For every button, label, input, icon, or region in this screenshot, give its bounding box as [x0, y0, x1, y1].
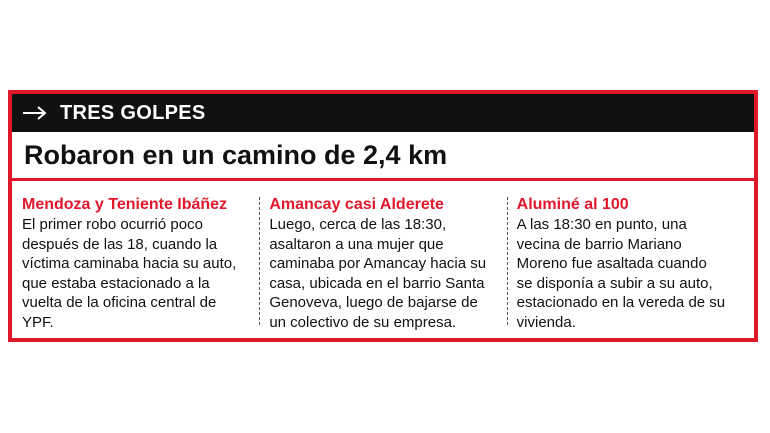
- headline-area: [12, 132, 754, 181]
- text-line: Luego, cerca de las 18:30,: [269, 216, 447, 233]
- column-text: [22, 215, 249, 333]
- column-text: [517, 215, 744, 333]
- column-text: [269, 215, 496, 333]
- column-1: [12, 181, 259, 338]
- text-line: Genoveva, luego de bajarse de: [269, 294, 478, 312]
- text-line: estacionado en la vereda de su: [516, 294, 726, 312]
- text-line: vivienda.: [516, 313, 576, 331]
- headline: Robaron en un camino de 2,4 km: [24, 139, 448, 170]
- columns: [12, 181, 754, 338]
- column-title: Aluminé al 100: [516, 196, 629, 213]
- text-line: El primer robo ocurrió poco: [22, 216, 203, 233]
- arrow-right-icon: [22, 102, 48, 124]
- text-line: después de las 18, cuando la: [22, 235, 218, 253]
- text-line: víctima caminaba hacia su auto,: [22, 255, 237, 273]
- text-line: un colectivo de su empresa.: [269, 313, 457, 331]
- kicker-label: TRES GOLPES: [60, 101, 206, 124]
- text-line: A las 18:30 en punto, una: [516, 216, 687, 233]
- column-title: Amancay casi Alderete: [269, 196, 444, 213]
- text-line: se disponía a subir a su auto,: [516, 274, 713, 292]
- text-line: vuelta de la oficina central de: [22, 294, 217, 312]
- column-title: Mendoza y Teniente Ibáñez: [22, 196, 228, 213]
- text-line: YPF.: [22, 313, 54, 331]
- infobox: [8, 90, 758, 342]
- text-line: que estaba estacionado a la: [22, 274, 210, 292]
- text-line: casa, ubicada en el barrio Santa: [269, 274, 485, 292]
- text-line: caminaba por Amancay hacia su: [269, 255, 487, 273]
- kicker-bar: [12, 94, 754, 132]
- column-2: [259, 181, 506, 338]
- column-3: [507, 181, 754, 338]
- text-line: asaltaron a una mujer que: [269, 235, 444, 253]
- text-line: Moreno fue asaltada cuando: [516, 255, 707, 273]
- text-line: vecina de barrio Mariano: [516, 235, 682, 253]
